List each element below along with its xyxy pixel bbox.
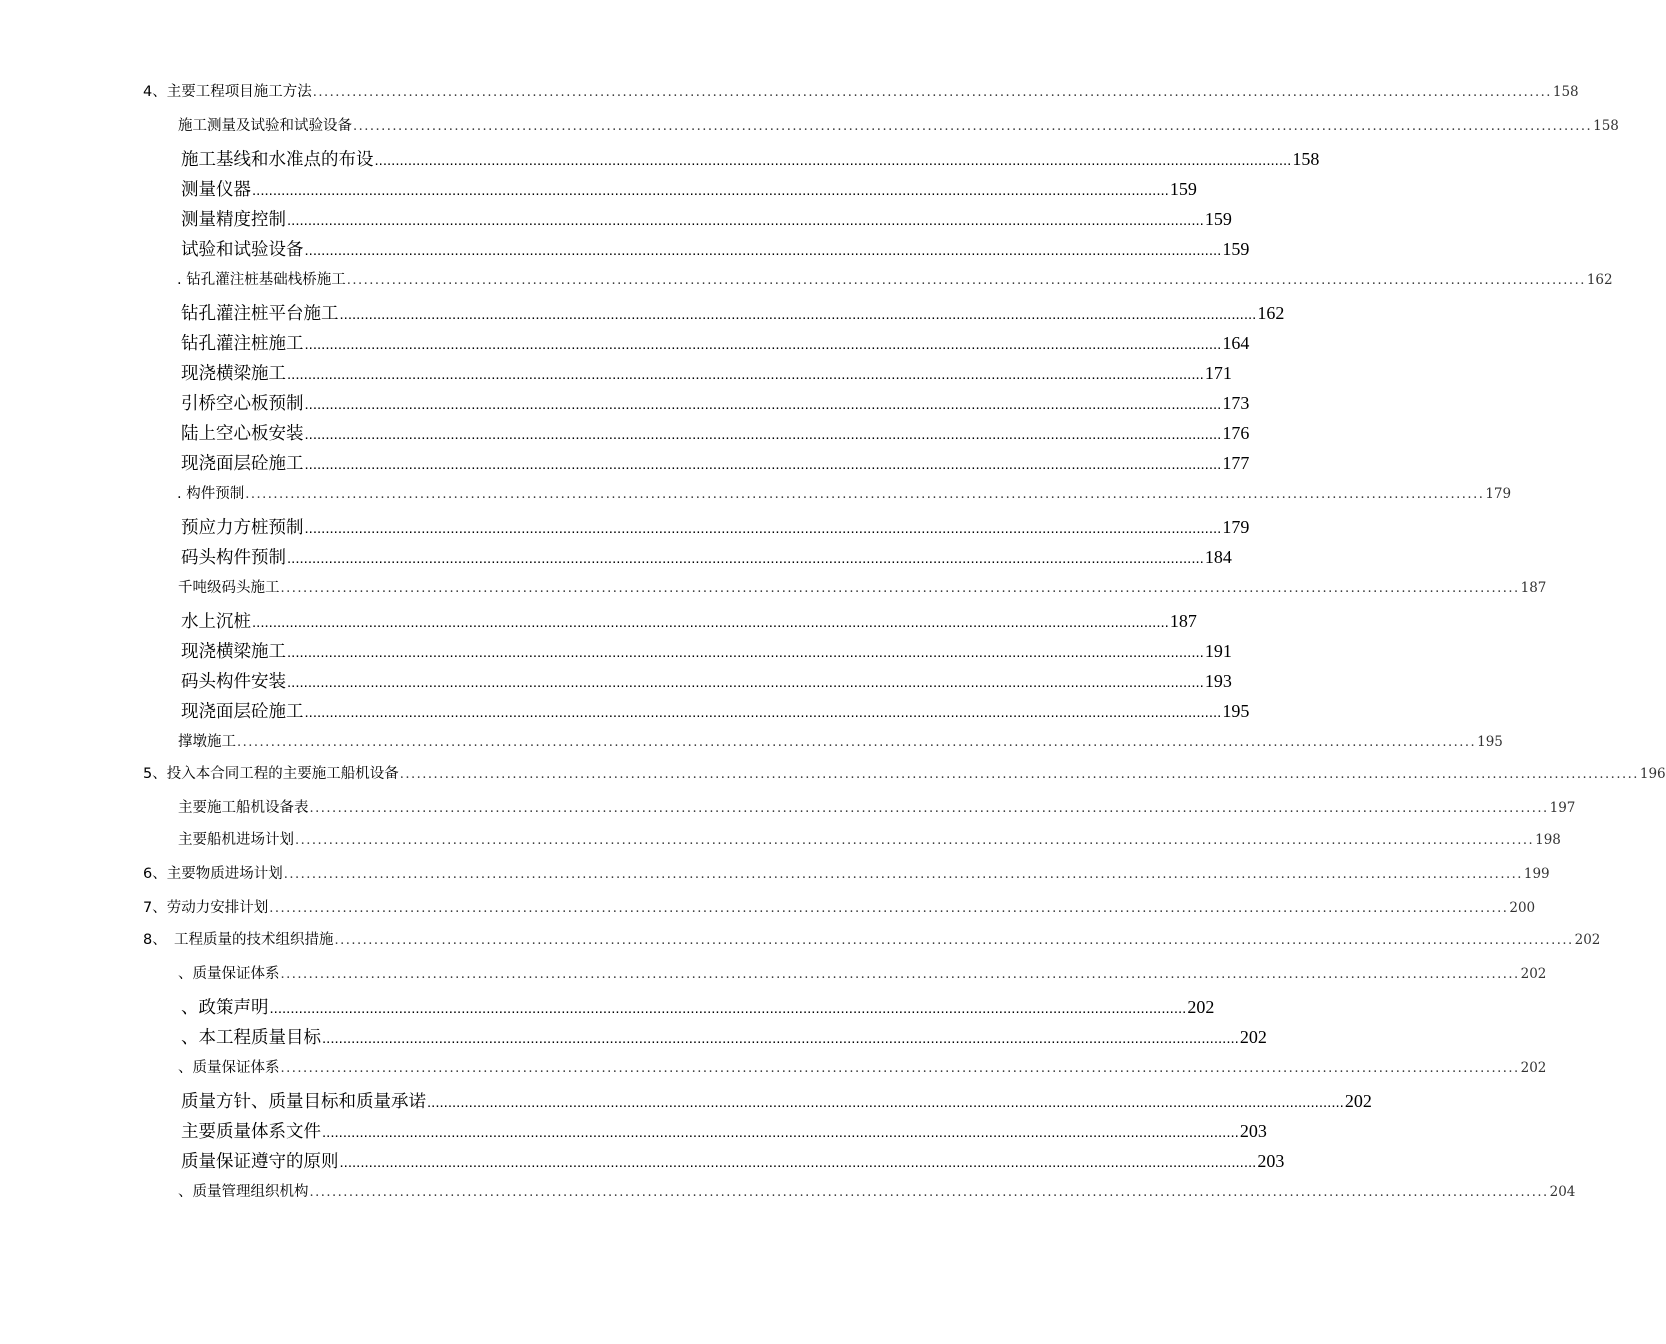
toc-entry-page-number: 203 <box>1257 1151 1285 1171</box>
dot-leader: ............................................................................................................................................................................................................................ <box>287 550 1204 567</box>
toc-entry <box>181 206 1232 231</box>
dot-leader: ............................................................................................................................................................................................................................ <box>280 967 1520 982</box>
toc-entry-page-number: 193 <box>1204 671 1232 691</box>
toc-entry <box>143 862 1550 883</box>
toc-entry <box>181 544 1232 569</box>
toc-entry <box>178 576 1547 597</box>
toc-entry <box>177 482 1512 503</box>
toc-entry <box>143 762 1666 783</box>
toc-entry-title: 施工基线和水准点的布设 <box>181 150 374 170</box>
toc-entry-page-number: 159 <box>1204 209 1232 229</box>
dot-leader: ............................................................................................................................................................................................................................ <box>304 336 1222 353</box>
dot-leader: ............................................................................................................................................................................................................................ <box>399 767 1639 782</box>
toc-entry-title: 水上沉桩 <box>181 612 251 632</box>
toc-entry-title: 、政策声明 <box>181 998 269 1018</box>
toc-entry-page-number: 179 <box>1222 517 1250 537</box>
toc-entry <box>181 994 1215 1019</box>
toc-entry <box>181 514 1250 539</box>
dot-leader: ............................................................................................................................................................................................................................ <box>304 242 1222 259</box>
toc-entry-title: 钻孔灌注桩平台施工 <box>181 304 339 324</box>
toc-entry <box>178 796 1576 817</box>
toc-entry-title: 4、主要工程项目施工方法 <box>143 84 312 100</box>
toc-entry-page-number: 199 <box>1523 866 1550 882</box>
toc-entry-page-number: 162 <box>1257 303 1285 323</box>
toc-entry-title: 现浇面层砼施工 <box>181 454 304 474</box>
toc-entry-title: 测量精度控制 <box>181 210 286 230</box>
toc-entry-title: 主要质量体系文件 <box>181 1122 321 1142</box>
toc-entry-title: 千吨级码头施工 <box>178 580 280 596</box>
toc-entry-title: 测量仪器 <box>181 180 251 200</box>
dot-leader: ............................................................................................................................................................................................................................ <box>304 456 1222 473</box>
toc-entry-title: 、本工程质量目标 <box>181 1028 321 1048</box>
toc-entry <box>178 1180 1576 1201</box>
toc-entry <box>177 268 1613 289</box>
toc-entry-title: 、质量保证体系 <box>178 966 280 982</box>
toc-entry <box>181 1024 1267 1049</box>
dot-leader: ............................................................................................................................................................................................................................ <box>237 735 1477 750</box>
toc-entry <box>181 360 1232 385</box>
toc-entry <box>181 390 1250 415</box>
dot-leader: ............................................................................................................................................................................................................................ <box>295 833 1535 848</box>
toc-entry <box>181 300 1285 325</box>
toc-entry-page-number: 158 <box>1552 84 1579 100</box>
toc-entry-title: 、质量保证体系 <box>178 1060 280 1076</box>
toc-entry-page-number: 159 <box>1222 239 1250 259</box>
toc-entry-page-number: 195 <box>1222 701 1250 721</box>
dot-leader: ............................................................................................................................................................................................................................ <box>283 867 1523 882</box>
toc-entry-title: . 构件预制 <box>177 486 245 502</box>
toc-entry-title: 5、投入本合同工程的主要施工船机设备 <box>143 766 399 782</box>
dot-leader: ............................................................................................................................................................................................................................ <box>427 1094 1344 1111</box>
toc-entry <box>178 1056 1547 1077</box>
toc-entry-page-number: 202 <box>1520 966 1547 982</box>
toc-entry <box>181 668 1232 693</box>
toc-entry <box>178 730 1503 751</box>
toc-entry-title: 8、 工程质量的技术组织措施 <box>143 932 334 948</box>
toc-entry-page-number: 184 <box>1204 547 1232 567</box>
toc-entry <box>181 420 1250 445</box>
toc-entry-page-number: 158 <box>1593 118 1619 134</box>
dot-leader: ............................................................................................................................................................................................................................ <box>309 801 1549 816</box>
dot-leader: ............................................................................................................................................................................................................................ <box>339 306 1257 323</box>
dot-leader: ............................................................................................................................................................................................................................ <box>339 1154 1257 1171</box>
toc-entry-title: 钻孔灌注桩施工 <box>181 334 304 354</box>
toc-entry-page-number: 202 <box>1344 1091 1372 1111</box>
toc-entry <box>181 330 1250 355</box>
toc-entry-page-number: 196 <box>1639 766 1666 782</box>
toc-entry-page-number: 191 <box>1204 641 1232 661</box>
toc-entry <box>181 1118 1267 1143</box>
toc-entry-title: 现浇横梁施工 <box>181 642 286 662</box>
toc-entry-title: 现浇面层砼施工 <box>181 702 304 722</box>
toc-entry-page-number: 202 <box>1574 932 1601 948</box>
dot-leader: ............................................................................................................................................................................................................................ <box>304 426 1222 443</box>
dot-leader: ............................................................................................................................................................................................................................ <box>304 520 1222 537</box>
dot-leader: ............................................................................................................................................................................................................................ <box>287 366 1204 383</box>
toc-entry-title: 引桥空心板预制 <box>181 394 304 414</box>
toc-entry-page-number: 162 <box>1586 272 1613 288</box>
toc-entry-title: 试验和试验设备 <box>181 240 304 260</box>
dot-leader: ............................................................................................................................................................................................................................ <box>304 704 1222 721</box>
toc-entry-page-number: 177 <box>1222 453 1250 473</box>
dot-leader: ............................................................................................................................................................................................................................ <box>322 1124 1239 1141</box>
dot-leader: ............................................................................................................................................................................................................................ <box>252 614 1169 631</box>
toc-entry-title: . 钻孔灌注桩基础栈桥施工 <box>177 272 346 288</box>
toc-entry <box>181 236 1250 261</box>
toc-entry <box>181 1148 1285 1173</box>
toc-entry-page-number: 164 <box>1222 333 1250 353</box>
toc-entry-title: 码头构件预制 <box>181 548 286 568</box>
dot-leader: ............................................................................................................................................................................................................................ <box>374 152 1292 169</box>
toc-entry-title: 码头构件安装 <box>181 672 286 692</box>
dot-leader: ............................................................................................................................................................................................................................ <box>280 1061 1520 1076</box>
toc-entry-page-number: 195 <box>1477 734 1503 750</box>
toc-entry-title: 质量方针、质量目标和质量承诺 <box>181 1092 426 1112</box>
toc-entry-title: 质量保证遵守的原则 <box>181 1152 339 1172</box>
toc-entry <box>181 608 1197 633</box>
toc-entry-page-number: 200 <box>1509 900 1536 916</box>
toc-entry-title: 主要施工船机设备表 <box>178 800 309 816</box>
dot-leader: ............................................................................................................................................................................................................................ <box>353 119 1593 134</box>
toc-entry-title: 现浇横梁施工 <box>181 364 286 384</box>
dot-leader: ............................................................................................................................................................................................................................ <box>322 1030 1239 1047</box>
dot-leader: ............................................................................................................................................................................................................................ <box>312 85 1552 100</box>
toc-entry-page-number: 202 <box>1520 1060 1547 1076</box>
dot-leader: ............................................................................................................................................................................................................................ <box>287 644 1204 661</box>
toc-entry <box>143 928 1601 949</box>
toc-entry-page-number: 187 <box>1520 580 1547 596</box>
toc-entry-title: 预应力方桩预制 <box>181 518 304 538</box>
toc-entry-page-number: 187 <box>1169 611 1197 631</box>
toc-entry-page-number: 203 <box>1239 1121 1267 1141</box>
dot-leader: ............................................................................................................................................................................................................................ <box>304 396 1222 413</box>
toc-entry <box>181 176 1197 201</box>
toc-entry <box>181 1088 1372 1113</box>
toc-entry <box>143 896 1536 917</box>
dot-leader: ............................................................................................................................................................................................................................ <box>269 901 1509 916</box>
toc-entry <box>143 80 1579 101</box>
toc-entry <box>181 638 1232 663</box>
toc-entry <box>181 450 1250 475</box>
dot-leader: ............................................................................................................................................................................................................................ <box>287 674 1204 691</box>
toc-entry-page-number: 204 <box>1549 1184 1576 1200</box>
toc-entry-title: 撑墩施工 <box>178 734 236 750</box>
toc-entry-page-number: 197 <box>1549 800 1576 816</box>
dot-leader: ............................................................................................................................................................................................................................ <box>245 487 1485 502</box>
dot-leader: ............................................................................................................................................................................................................................ <box>287 212 1204 229</box>
toc-entry-page-number: 179 <box>1485 486 1512 502</box>
toc-entry-title: 主要船机进场计划 <box>178 832 294 848</box>
toc-entry-title: 、质量管理组织机构 <box>178 1184 309 1200</box>
toc-entry-title: 6、主要物质进场计划 <box>143 866 283 882</box>
dot-leader: ............................................................................................................................................................................................................................ <box>269 1000 1187 1017</box>
toc-entry <box>178 962 1547 983</box>
toc-entry-page-number: 171 <box>1204 363 1232 383</box>
toc-entry <box>178 828 1561 849</box>
toc-entry-page-number: 202 <box>1239 1027 1267 1047</box>
toc-entry-page-number: 159 <box>1169 179 1197 199</box>
dot-leader: ............................................................................................................................................................................................................................ <box>346 273 1586 288</box>
toc-entry-page-number: 176 <box>1222 423 1250 443</box>
dot-leader: ............................................................................................................................................................................................................................ <box>280 581 1520 596</box>
toc-entry-page-number: 198 <box>1535 832 1561 848</box>
toc-entry-page-number: 202 <box>1187 997 1215 1017</box>
toc-entry-page-number: 158 <box>1292 149 1320 169</box>
toc-entry-title: 陆上空心板安装 <box>181 424 304 444</box>
toc-entry-title: 7、劳动力安排计划 <box>143 900 269 916</box>
dot-leader: ............................................................................................................................................................................................................................ <box>252 182 1169 199</box>
toc-entry <box>181 146 1320 171</box>
dot-leader: ............................................................................................................................................................................................................................ <box>309 1185 1549 1200</box>
dot-leader: ............................................................................................................................................................................................................................ <box>334 933 1574 948</box>
toc-entry <box>181 698 1250 723</box>
toc-entry-title: 施工测量及试验和试验设备 <box>178 118 352 134</box>
toc-entry <box>178 114 1619 135</box>
toc-entry-page-number: 173 <box>1222 393 1250 413</box>
